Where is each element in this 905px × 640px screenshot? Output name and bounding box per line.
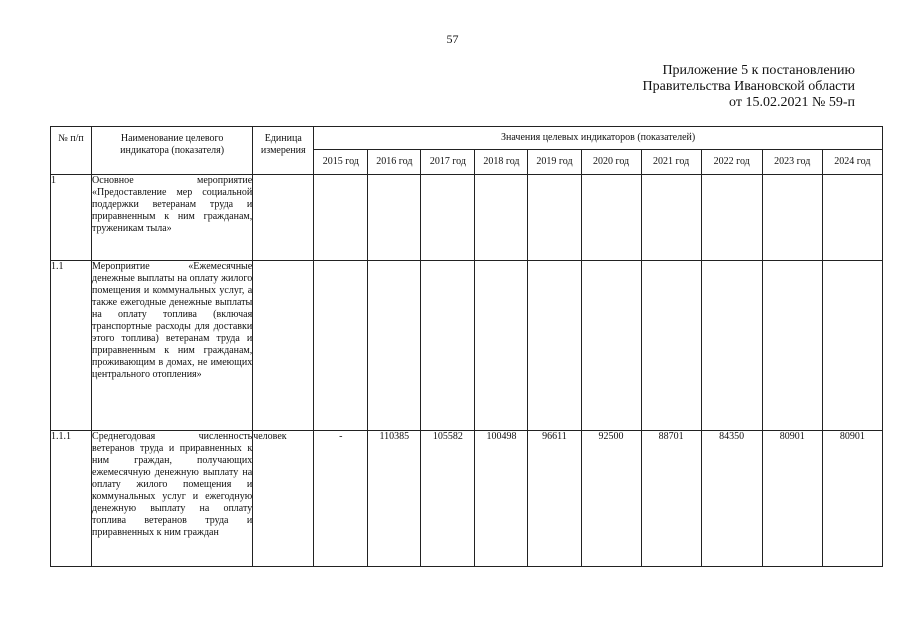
value-cell — [581, 261, 641, 431]
value-cell — [822, 175, 882, 261]
header-year: 2020 год — [581, 150, 641, 175]
table-row — [51, 431, 883, 567]
appendix-line-1: Приложение 5 к постановлению — [662, 63, 855, 78]
row-number: 1.1 — [51, 261, 92, 431]
value-cell — [822, 261, 882, 431]
value-cell — [528, 175, 581, 261]
header-year: 2018 год — [475, 150, 528, 175]
value-cell — [641, 175, 701, 261]
header-unit: Единица измерения — [253, 127, 314, 175]
value-cell — [475, 175, 528, 261]
unit-cell — [253, 261, 314, 431]
value-cell — [762, 261, 822, 431]
value-cell — [701, 175, 762, 261]
value-cell — [421, 175, 475, 261]
row-number: 1.1.1 — [51, 431, 92, 567]
header-indicator-name: Наименование целевого индикатора (показателя) — [92, 127, 253, 175]
appendix-line-2: Правительства Ивановской области — [642, 79, 855, 94]
header-year: 2023 год — [762, 150, 822, 175]
value-cell — [762, 175, 822, 261]
value-cell — [701, 261, 762, 431]
indicator-name: Основное мероприятие «Предоставление мер социальной поддержки ветеранам труда и приравненным к ним гражданам, труженикам тыла» — [92, 175, 253, 261]
value-cell — [641, 261, 701, 431]
header-year: 2019 год — [528, 150, 581, 175]
value-cell — [475, 261, 528, 431]
value-cell: 110385 — [368, 431, 421, 567]
header-year: 2017 год — [421, 150, 475, 175]
value-cell: 105582 — [421, 431, 475, 567]
value-cell: 96611 — [528, 431, 581, 567]
header-number: № п/п — [51, 127, 92, 175]
value-cell — [368, 175, 421, 261]
unit-cell — [253, 175, 314, 261]
header-year: 2022 год — [701, 150, 762, 175]
value-cell: - — [314, 431, 368, 567]
indicator-name: Среднегодовая численность ветеранов труда и приравненных к ним граждан, получающих ежемесячную денежную выплату на оплату жилого помещения и коммунальных услуг и ежегодную денежную выплату на оплату топлива ветеранов труда и приравненных к ним граждан — [92, 431, 253, 567]
value-cell: 80901 — [762, 431, 822, 567]
header-year: 2021 год — [641, 150, 701, 175]
indicators-table — [50, 126, 883, 567]
unit-cell: человек — [253, 431, 314, 567]
indicator-name: Мероприятие «Ежемесячные денежные выплаты на оплату жилого помещения и коммунальных услуг, а также ежегодные денежные выплаты на оплату топлива (включая транспортные расходы для доставки этого топлива) ветеранам труда и приравненным к ним гражданам, проживающим в домах, не имеющих центрального отопления» — [92, 261, 253, 431]
row-number: 1 — [51, 175, 92, 261]
header-year: 2016 год — [368, 150, 421, 175]
value-cell: 84350 — [701, 431, 762, 567]
value-cell — [368, 261, 421, 431]
value-cell: 88701 — [641, 431, 701, 567]
header-values: Значения целевых индикаторов (показателей) — [314, 127, 883, 150]
value-cell: 100498 — [475, 431, 528, 567]
table-row — [51, 175, 883, 261]
value-cell: 92500 — [581, 431, 641, 567]
value-cell — [314, 175, 368, 261]
header-year: 2015 год — [314, 150, 368, 175]
value-cell — [314, 261, 368, 431]
value-cell — [421, 261, 475, 431]
header-year: 2024 год — [822, 150, 882, 175]
appendix-header — [643, 63, 855, 111]
table-row — [51, 261, 883, 431]
value-cell — [581, 175, 641, 261]
value-cell — [528, 261, 581, 431]
appendix-line-3: от 15.02.2021 № 59-п — [729, 95, 855, 110]
page-number: 57 — [446, 32, 459, 46]
value-cell: 80901 — [822, 431, 882, 567]
